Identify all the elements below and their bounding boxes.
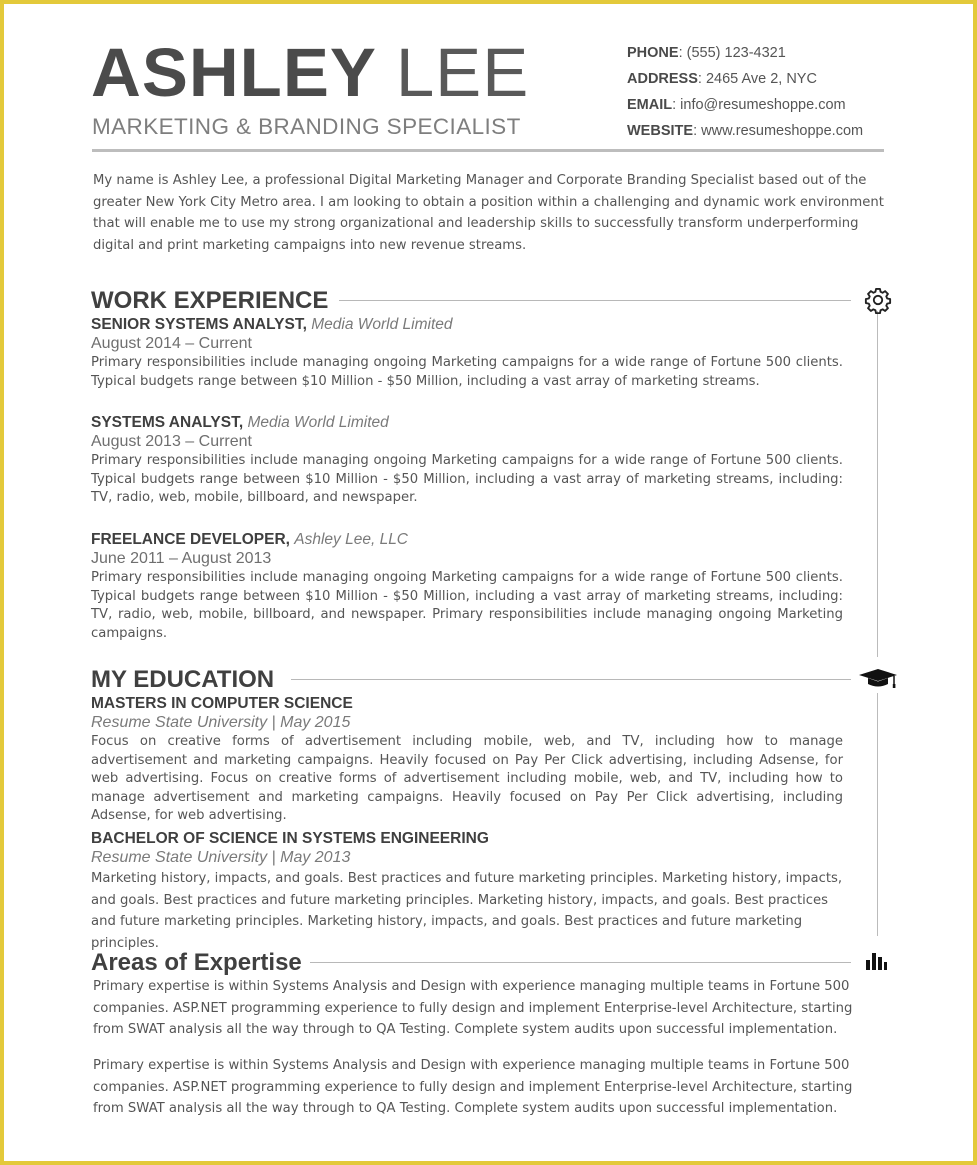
school-line: Resume State University | May 2013 <box>91 849 351 866</box>
job-entry-2 <box>91 414 843 508</box>
job-role-line: SYSTEMS ANALYST, Media World Limited <box>91 414 389 431</box>
job-role-line: SENIOR SYSTEMS ANALYST, Media World Limited <box>91 316 453 333</box>
header-divider <box>92 149 884 152</box>
gear-icon <box>864 286 892 314</box>
contact-phone: PHONE: (555) 123-4321 <box>627 45 786 61</box>
education-heading: MY EDUCATION <box>91 666 275 693</box>
contact-address: ADDRESS: 2465 Ave 2, NYC <box>627 71 817 87</box>
job-dates: August 2013 – Current <box>91 433 252 450</box>
education-entry-2 <box>91 830 843 954</box>
contact-email: EMAIL: info@resumeshoppe.com <box>627 97 846 113</box>
job-dates: June 2011 – August 2013 <box>91 550 272 567</box>
expertise-heading: Areas of Expertise <box>91 949 302 976</box>
resume-page <box>4 4 973 1161</box>
job-title-heading: MARKETING & BRANDING SPECIALIST <box>92 114 521 139</box>
education-entry-1 <box>91 695 843 826</box>
job-role-line: FREELANCE DEVELOPER, Ashley Lee, LLC <box>91 531 409 548</box>
timeline-line-education <box>877 693 878 936</box>
school-line: Resume State University | May 2015 <box>91 714 351 731</box>
expertise-rule <box>310 962 851 963</box>
job-entry-1 <box>91 316 843 391</box>
candidate-name <box>91 34 530 111</box>
job-company: Ashley Lee, LLC <box>294 531 409 548</box>
contact-website: WEBSITE: www.resumeshoppe.com <box>627 123 864 139</box>
job-company: Media World Limited <box>311 316 453 333</box>
degree-description: Marketing history, impacts, and goals. Best practices and future marketing principles. Marketing history, impacts, and goals. Best practices and future marketing principles. Marketing history, impacts, and goals. Best practices and future marketing principles. Marketing history, impacts, and goals. Best practices and future marketing principles. <box>91 871 843 951</box>
contact-block <box>627 40 863 144</box>
education-rule <box>291 679 851 680</box>
work-experience-rule <box>339 300 851 301</box>
job-description: Primary responsibilities include managing ongoing Marketing campaigns for a wide range of Fortune 500 clients. Typical budgets range between $10 Million - $50 Million, including a vast array of marketing streams, including: TV, radio, web, mobile, billboard, and newspaper. <box>91 453 843 505</box>
bar-chart-icon <box>864 950 888 970</box>
work-experience-heading: WORK EXPERIENCE <box>91 287 329 314</box>
summary-paragraph: My name is Ashley Lee, a professional Digital Marketing Manager and Corporate Branding Specialist based out of the greater New York City Metro area. I am looking to obtain a position within a challenging and dynamic work environment that will enable me to use my strong organizational and leadership skills to successfully transform underperforming digital and print marketing campaigns into new revenue streams. <box>93 173 884 253</box>
last-name: LEE <box>395 34 530 111</box>
job-description: Primary responsibilities include managing ongoing Marketing campaigns for a wide range of Fortune 500 clients. Typical budgets range between $10 Million - $50 Million, including a vast array of marketing streams. <box>91 355 843 389</box>
job-description: Primary responsibilities include managing ongoing Marketing campaigns for a wide range of Fortune 500 clients. Typical budgets range between $10 Million - $50 Million, including a vast array of marketing streams, including: TV, radio, web, mobile, billboard, and newspaper. Primary responsibilities include managing ongoing Marketing campaigns. <box>91 570 843 641</box>
job-company: Media World Limited <box>247 414 389 431</box>
graduation-cap-icon <box>858 668 898 690</box>
timeline-line-work <box>877 311 878 657</box>
expertise-paragraph-2: Primary expertise is within Systems Analysis and Design with experience managing multiple teams in Fortune 500 companies. ASP.NET programming experience to fully design and implement Enterprise-level Architecture, starting from SWAT analysis all the way through to QA Testing. Complete system audits upon successful implementation. <box>93 1058 853 1116</box>
job-entry-3 <box>91 531 843 643</box>
first-name: ASHLEY <box>91 34 376 111</box>
degree-title: BACHELOR OF SCIENCE IN SYSTEMS ENGINEERING <box>91 830 489 847</box>
expertise-paragraph-1: Primary expertise is within Systems Analysis and Design with experience managing multiple teams in Fortune 500 companies. ASP.NET programming experience to fully design and implement Enterprise-level Architecture, starting from SWAT analysis all the way through to QA Testing. Complete system audits upon successful implementation. <box>93 979 853 1037</box>
degree-title: MASTERS IN COMPUTER SCIENCE <box>91 695 353 712</box>
degree-description: Focus on creative forms of advertisement including mobile, web, and TV, including how to manage advertisement and marketing campaigns. Heavily focused on Pay Per Click advertising, including Adsense, for web advertising. Focus on creative forms of advertisement including mobile, web, and TV, including how to manage advertisement and marketing campaigns. Heavily focused on Pay Per Click advertising, including Adsense, for web advertising. <box>91 734 843 823</box>
job-dates: August 2014 – Current <box>91 335 252 352</box>
